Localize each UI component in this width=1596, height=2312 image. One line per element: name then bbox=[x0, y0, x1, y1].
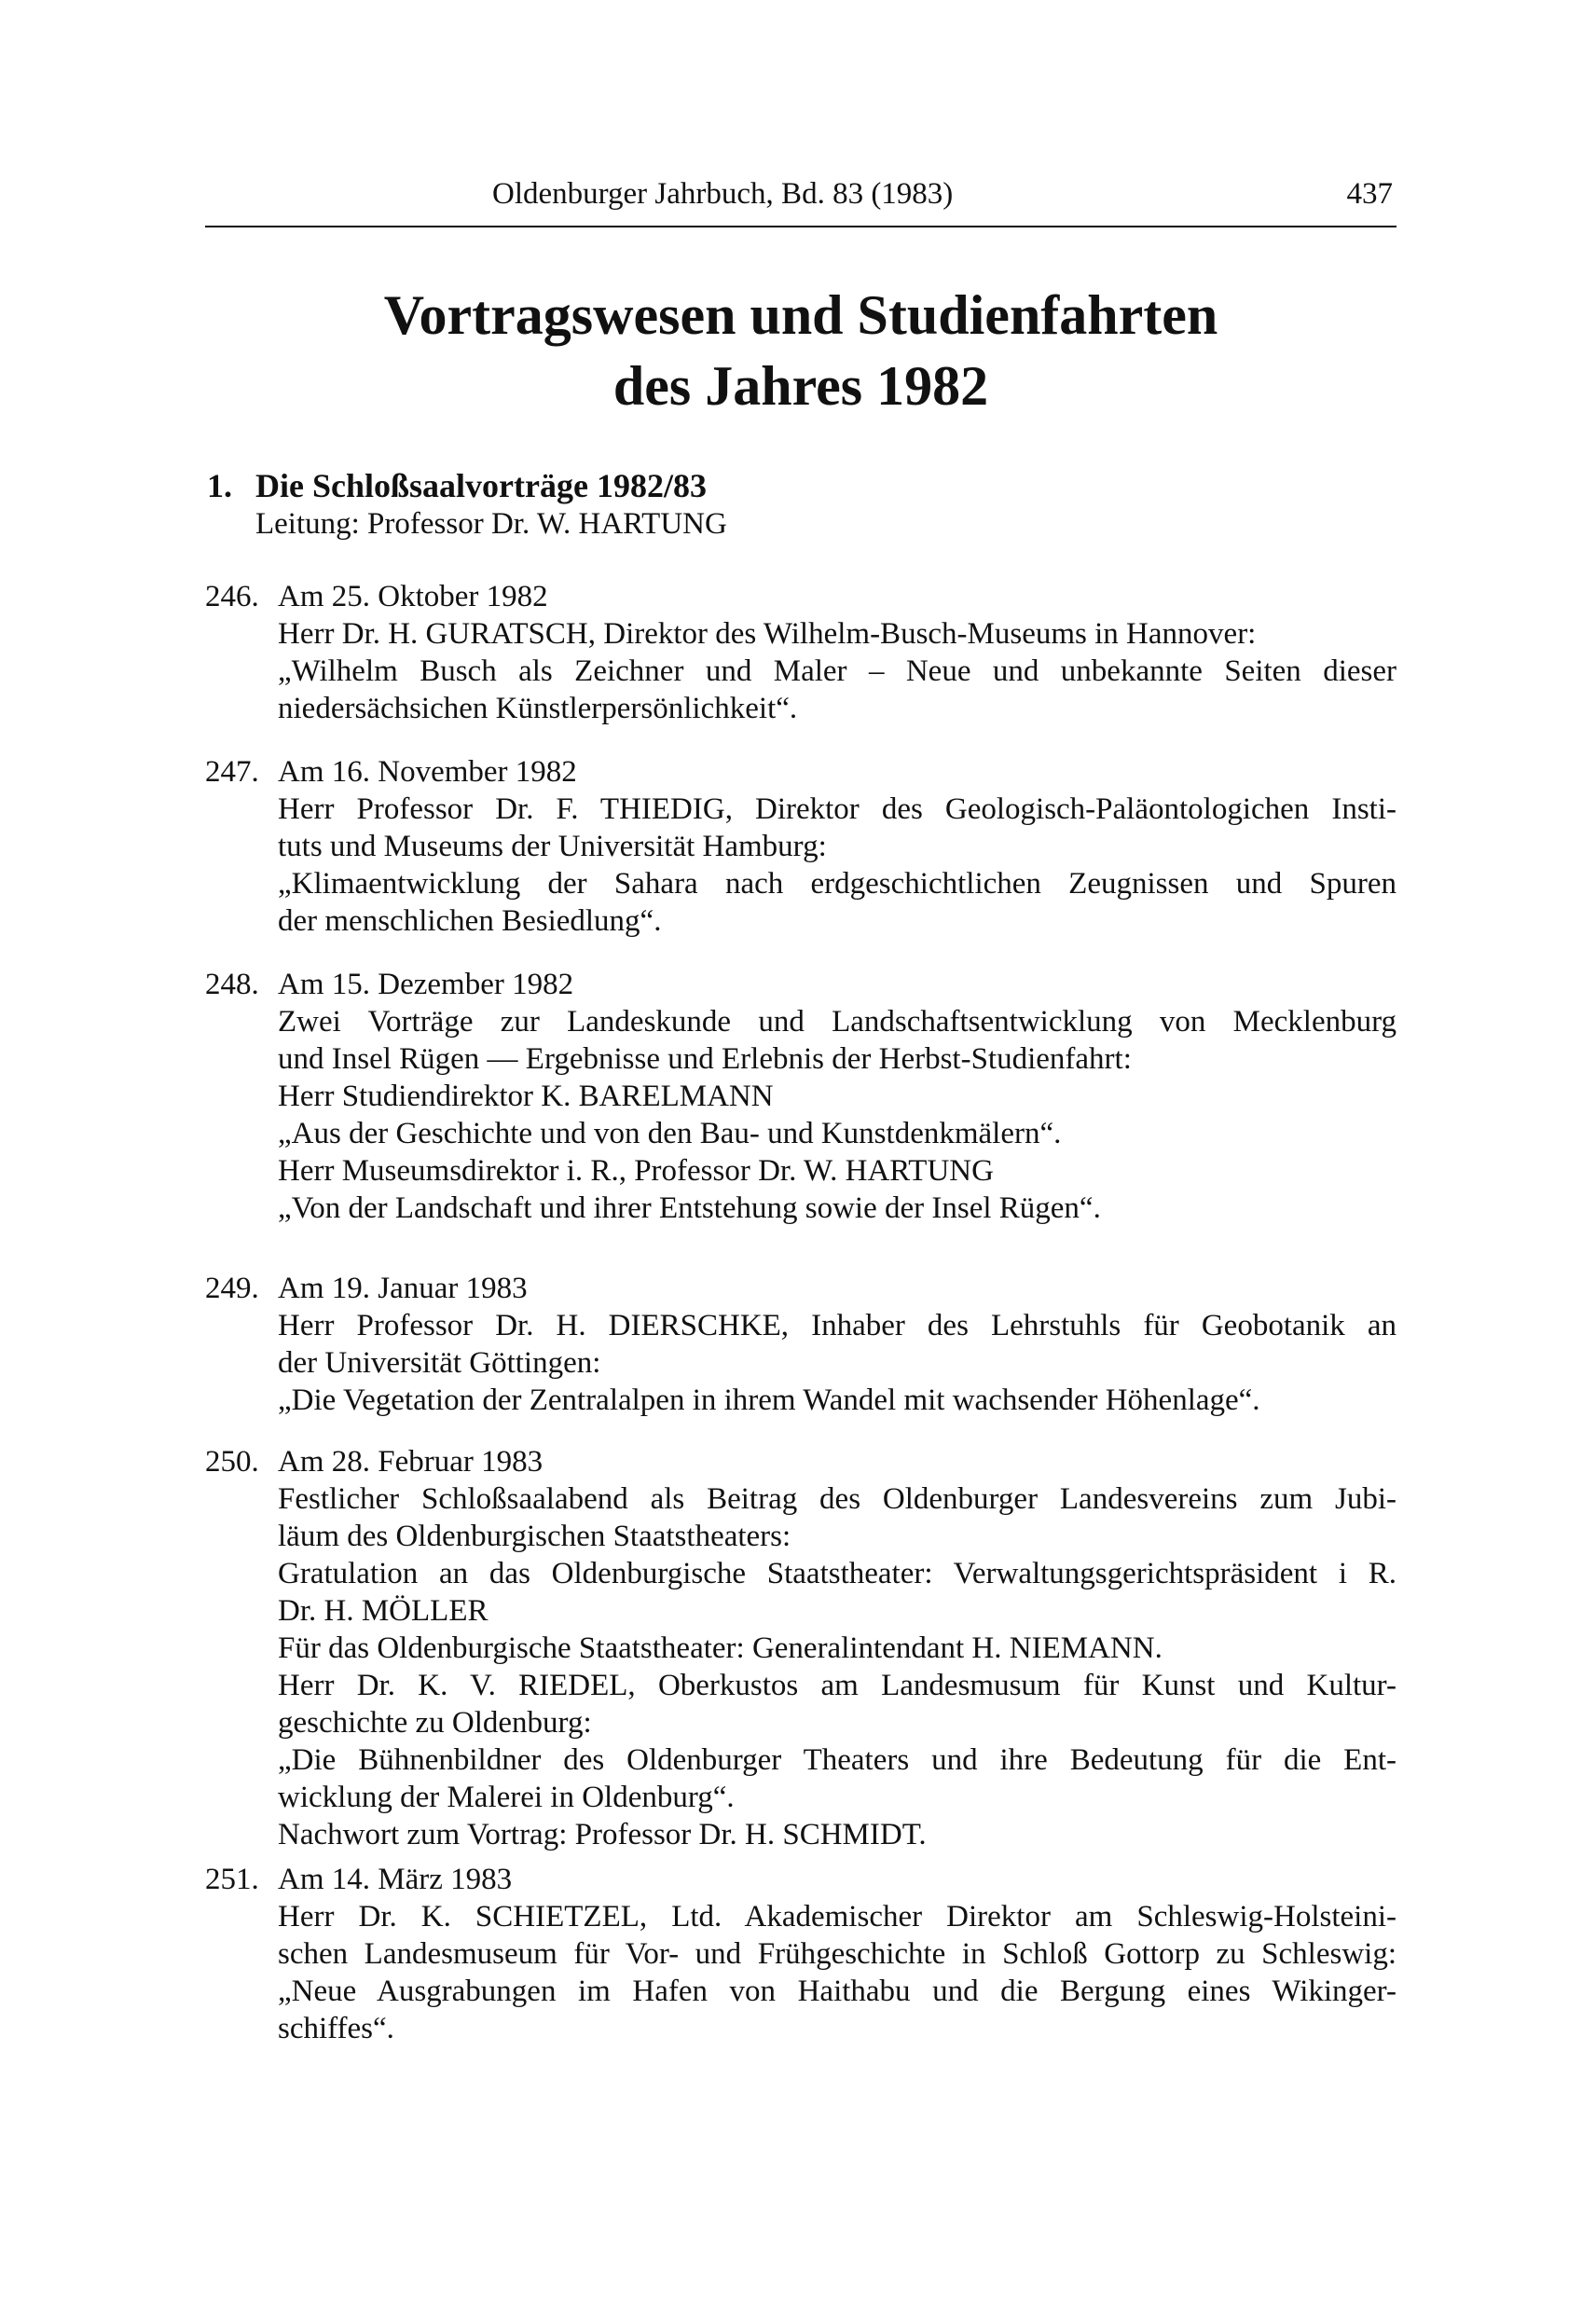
page-title bbox=[205, 280, 1396, 421]
entry-body bbox=[278, 753, 1396, 940]
entry-text-line: „Aus der Geschichte und von den Bau- und Kunstdenkmälern“. bbox=[278, 1117, 1062, 1150]
entry-text-line: „Wilhelm Busch als Zeichner und Maler – Neue und unbekannte Seiten dieser bbox=[278, 654, 1396, 688]
entry-date: Am 15. Dezember 1982 bbox=[278, 968, 574, 1001]
page-title-line-1: Vortragswesen und Studienfahrten bbox=[383, 284, 1218, 346]
section-title bbox=[207, 466, 1393, 505]
entry-text-line: „Die Bühnenbildner des Oldenburger Theaters und ihre Bedeutung für die Ent- bbox=[278, 1743, 1396, 1777]
entry-text-line: Herr Dr. K. V. RIEDEL, Oberkustos am Landesmusum für Kunst und Kultur- bbox=[278, 1669, 1396, 1702]
entry-text-line: schen Landesmuseum für Vor- und Frühgeschichte in Schloß Gottorp zu Schleswig: bbox=[278, 1937, 1396, 1971]
entry-number: 251. bbox=[205, 1863, 259, 1896]
entry bbox=[205, 578, 1396, 727]
entry-text-line: Gratulation an das Oldenburgische Staatstheater: Verwaltungsgerichtspräsident i R. bbox=[278, 1557, 1396, 1590]
page-number: 437 bbox=[1346, 177, 1393, 211]
entry-text-line: Herr Museumsdirektor i. R., Professor Dr. W. HARTUNG bbox=[278, 1154, 994, 1188]
entry-text-line: „Neue Ausgrabungen im Hafen von Haithabu und die Bergung eines Wikinger- bbox=[278, 1975, 1396, 2008]
entry-text-line: der Universität Göttingen: bbox=[278, 1346, 601, 1380]
entry-text-line: tuts und Museums der Universität Hamburg: bbox=[278, 830, 827, 863]
entry-text-line: geschichte zu Oldenburg: bbox=[278, 1706, 592, 1740]
entry bbox=[205, 1443, 1396, 1853]
entry-number: 247. bbox=[205, 755, 259, 789]
entry-date: Am 25. Oktober 1982 bbox=[278, 580, 548, 613]
entry-date: Am 14. März 1983 bbox=[278, 1863, 513, 1896]
entry-date: Am 16. November 1982 bbox=[278, 755, 577, 789]
entry-body bbox=[278, 966, 1396, 1227]
entry-text-line: der menschlichen Besiedlung“. bbox=[278, 904, 662, 938]
entry-text-line: Zwei Vorträge zur Landeskunde und Landschaftsentwicklung von Mecklenburg bbox=[278, 1005, 1396, 1039]
running-header bbox=[205, 173, 1396, 227]
entry-body bbox=[278, 1443, 1396, 1853]
entry-number: 248. bbox=[205, 968, 259, 1001]
entry-text-line: Herr Studiendirektor K. BARELMANN bbox=[278, 1080, 774, 1113]
entry-text-line: „Von der Landschaft und ihrer Entstehung sowie der Insel Rügen“. bbox=[278, 1191, 1101, 1225]
entry-text-line: Herr Dr. K. SCHIETZEL, Ltd. Akademischer Direktor am Schleswig-Holsteini- bbox=[278, 1900, 1396, 1934]
page-title-line-2: des Jahres 1982 bbox=[612, 355, 989, 417]
entry-body bbox=[278, 1270, 1396, 1419]
entry-body bbox=[278, 1861, 1396, 2047]
entry-text-line: Herr Professor Dr. F. THIEDIG, Direktor des Geologisch-Paläontologichen Insti- bbox=[278, 792, 1396, 826]
entry-body bbox=[278, 578, 1396, 727]
entry-number: 250. bbox=[205, 1445, 259, 1479]
section-heading bbox=[207, 466, 1393, 543]
entry-number: 249. bbox=[205, 1272, 259, 1305]
entry bbox=[205, 753, 1396, 940]
entry-text-line: Festlicher Schloßsaalabend als Beitrag des Oldenburger Landesvereins zum Jubi- bbox=[278, 1482, 1396, 1516]
section-leitung: Leitung: Professor Dr. W. HARTUNG bbox=[255, 507, 727, 541]
entry-number: 246. bbox=[205, 580, 259, 613]
entry-text-line: und Insel Rügen — Ergebnisse und Erlebnis der Herbst-Studienfahrt: bbox=[278, 1042, 1132, 1076]
entry bbox=[205, 966, 1396, 1227]
section-title-text: Die Schloßsaalvorträge 1982/83 bbox=[255, 467, 707, 504]
entry-text-line: schiffes“. bbox=[278, 2012, 394, 2045]
entry-text-line: Für das Oldenburgische Staatstheater: Generalintendant H. NIEMANN. bbox=[278, 1631, 1163, 1665]
entry bbox=[205, 1861, 1396, 2047]
entry bbox=[205, 1270, 1396, 1419]
entry-text-line: „Klimaentwicklung der Sahara nach erdgeschichtlichen Zeugnissen und Spuren bbox=[278, 867, 1396, 901]
entry-text-line: Nachwort zum Vortrag: Professor Dr. H. SCHMIDT. bbox=[278, 1818, 927, 1851]
entry-text-line: Dr. H. MÖLLER bbox=[278, 1594, 488, 1628]
entry-text-line: „Die Vegetation der Zentralalpen in ihrem Wandel mit wachsender Höhenlage“. bbox=[278, 1383, 1260, 1417]
entry-date: Am 28. Februar 1983 bbox=[278, 1445, 543, 1479]
entry-text-line: Herr Dr. H. GURATSCH, Direktor des Wilhelm-Busch-Museums in Hannover: bbox=[278, 617, 1257, 651]
entry-text-line: niedersächsichen Künstlerpersönlichkeit“. bbox=[278, 692, 798, 725]
journal-title: Oldenburger Jahrbuch, Bd. 83 (1983) bbox=[492, 177, 954, 211]
entry-text-line: läum des Oldenburgischen Staatstheaters: bbox=[278, 1520, 791, 1553]
entry-text-line: Herr Professor Dr. H. DIERSCHKE, Inhaber des Lehrstuhls für Geobotanik an bbox=[278, 1309, 1396, 1342]
entry-text-line: wicklung der Malerei in Oldenburg“. bbox=[278, 1781, 735, 1814]
entry-date: Am 19. Januar 1983 bbox=[278, 1272, 528, 1305]
section-number: 1. bbox=[207, 467, 232, 504]
